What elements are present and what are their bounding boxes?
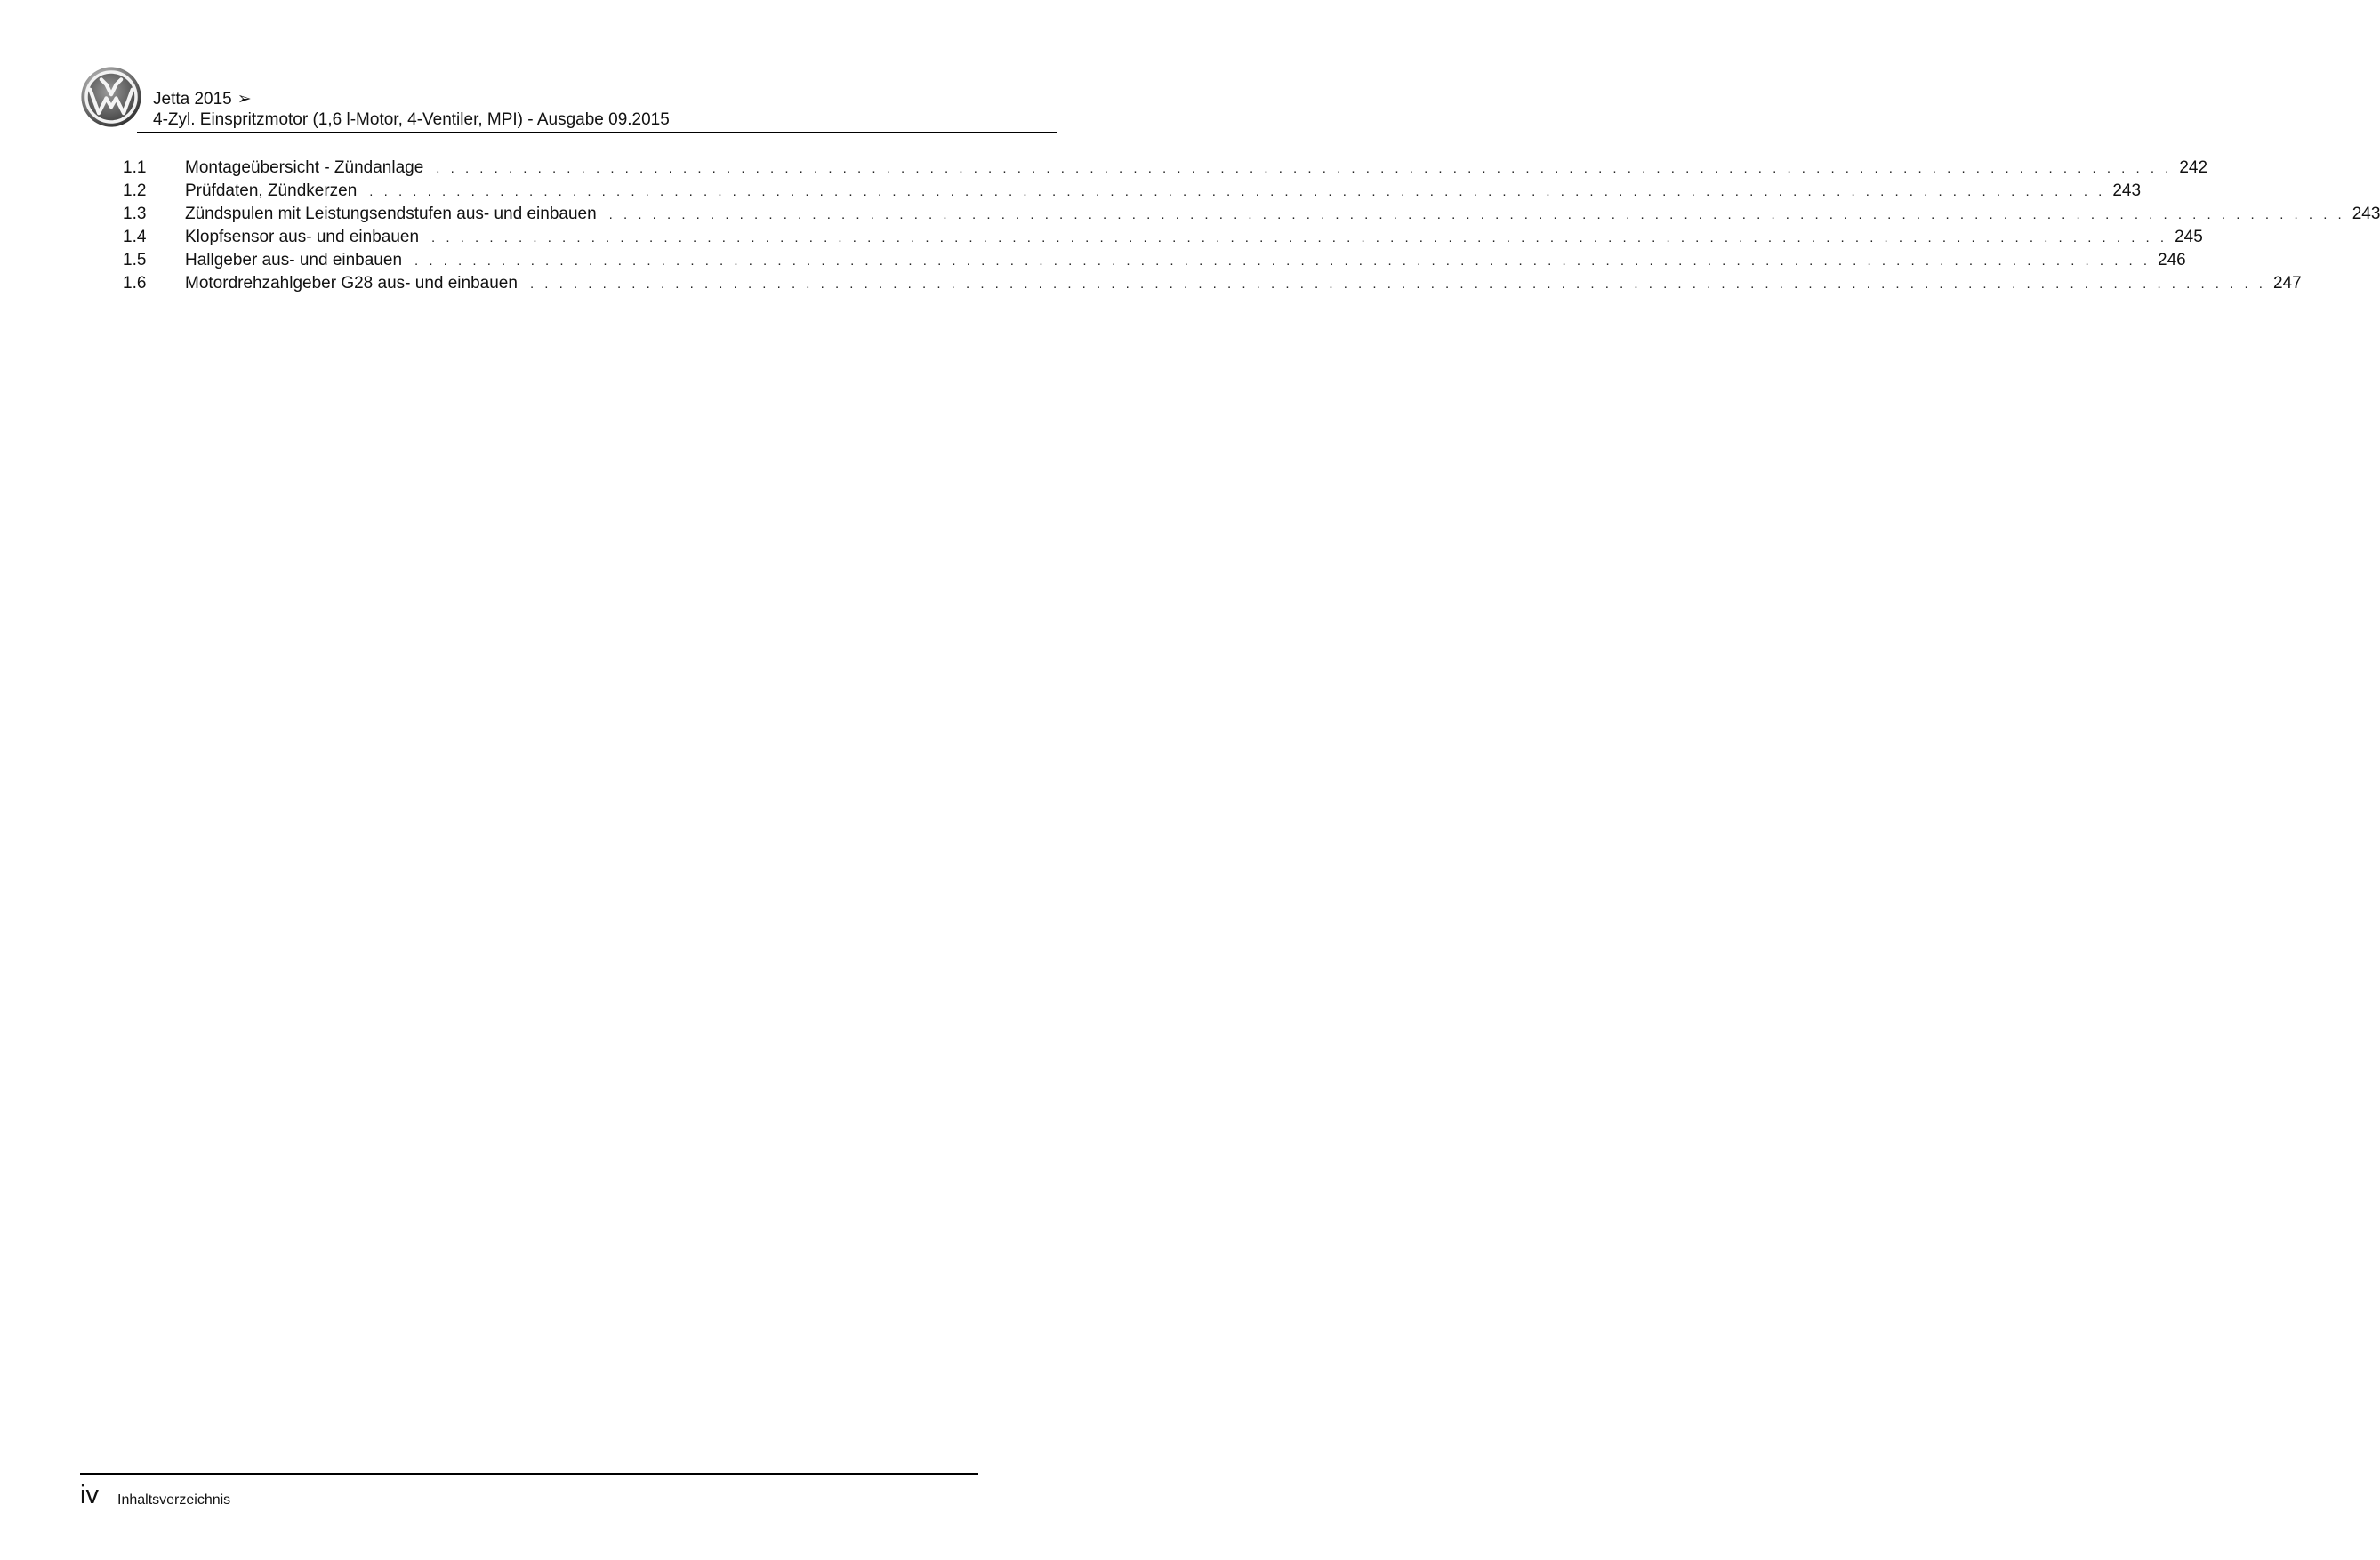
toc-entry-page: 245 xyxy=(2175,228,2203,246)
toc-entry-title: Zündspulen mit Leistungsendstufen aus- und einbauen xyxy=(185,205,597,223)
toc-entry-body xyxy=(185,180,2142,204)
toc-entry-body xyxy=(185,157,2208,181)
header-subtitle: 4-Zyl. Einspritzmotor (1,6 l-Motor, 4-Ventiler, MPI) - Ausgabe 09.2015 xyxy=(153,110,670,129)
header-model: Jetta 2015 xyxy=(153,90,232,109)
footer-divider xyxy=(80,1473,978,1475)
header-model-line xyxy=(153,89,670,109)
arrow-right-icon: ➢ xyxy=(237,90,252,109)
toc-entry-body xyxy=(185,249,2186,273)
toc-entry-page: 242 xyxy=(2179,158,2208,177)
toc-entry-body xyxy=(185,226,2203,250)
toc-dot-leader: . . . . . . . . . . . . . . . . . . . . . . . . . . . . . . . . . . . . . . . . . . . . . . . . . . . . . . . . . . . . . . . . . . . . . . . . . . . . . . . . . . . . . . . . . . . . . . . . . . . . . . . . . . . . . . . . . . . . . . . . xyxy=(431,230,2168,245)
toc-entry[interactable] xyxy=(123,157,2208,180)
toc-dot-leader: . . . . . . . . . . . . . . . . . . . . . . . . . . . . . . . . . . . . . . . . . . . . . . . . . . . . . . . . . . . . . . . . . . . . . . . . . . . . . . . . . . . . . . . . . . . . . . . . . . . . . . . . . . . . . . . . . . . . . . . . xyxy=(414,253,2151,269)
vw-logo-icon xyxy=(80,66,142,128)
toc-entry-title: Klopfsensor aus- und einbauen xyxy=(185,228,420,246)
toc-entry-page: 247 xyxy=(2272,274,2302,293)
toc-dot-leader: . . . . . . . . . . . . . . . . . . . . . . . . . . . . . . . . . . . . . . . . . . . . . . . . . . . . . . . . . . . . . . . . . . . . . . . . . . . . . . . . . . . . . . . . . . . . . . . . . . . . . . . . . . . . . . . . . . . . . . . . xyxy=(608,207,2345,222)
toc-entry-title: Prüfdaten, Zündkerzen xyxy=(185,181,358,200)
toc-entry[interactable] xyxy=(123,180,2142,203)
toc-entry-page: 243 xyxy=(2112,181,2142,200)
page-header xyxy=(80,64,978,135)
toc-entry-number: 1.4 xyxy=(123,228,147,246)
toc-entry[interactable] xyxy=(123,226,2203,249)
toc-entry-title: Motordrehzahlgeber G28 aus- und einbauen xyxy=(185,274,518,293)
toc-entry[interactable] xyxy=(123,203,2380,226)
toc-entry[interactable] xyxy=(123,249,2186,272)
toc-entry-number: 1.6 xyxy=(123,274,147,293)
toc-dot-leader: . . . . . . . . . . . . . . . . . . . . . . . . . . . . . . . . . . . . . . . . . . . . . . . . . . . . . . . . . . . . . . . . . . . . . . . . . . . . . . . . . . . . . . . . . . . . . . . . . . . . . . . . . . . . . . . . . . . . . . . . xyxy=(369,184,2106,199)
toc-dot-leader: . . . . . . . . . . . . . . . . . . . . . . . . . . . . . . . . . . . . . . . . . . . . . . . . . . . . . . . . . . . . . . . . . . . . . . . . . . . . . . . . . . . . . . . . . . . . . . . . . . . . . . . . . . . . . . . . . . . . . . . . xyxy=(529,277,2266,292)
toc-entry-body xyxy=(185,203,2380,227)
toc-entry-number: 1.2 xyxy=(123,181,147,200)
toc-entry-title: Hallgeber aus- und einbauen xyxy=(185,251,403,269)
toc-entry-number: 1.3 xyxy=(123,205,147,223)
table-of-contents xyxy=(123,157,2380,295)
toc-entry-page: 243 xyxy=(2352,205,2380,223)
footer-page-number: iv xyxy=(80,1481,99,1509)
toc-entry-page: 246 xyxy=(2158,251,2186,269)
header-text xyxy=(153,89,670,130)
header-divider xyxy=(137,132,1057,133)
toc-entry[interactable] xyxy=(123,272,2302,295)
footer-section-label: Inhaltsverzeichnis xyxy=(117,1492,231,1508)
toc-entry-number: 1.1 xyxy=(123,158,147,177)
toc-entry-body xyxy=(185,272,2302,296)
toc-dot-leader: . . . . . . . . . . . . . . . . . . . . . . . . . . . . . . . . . . . . . . . . . . . . . . . . . . . . . . . . . . . . . . . . . . . . . . . . . . . . . . . . . . . . . . . . . . . . . . . . . . . . . . . . . . . . . . . . . . . . . . . . xyxy=(436,161,2173,176)
toc-entry-number: 1.5 xyxy=(123,251,147,269)
toc-entry-title: Montageübersicht - Zündanlage xyxy=(185,158,424,177)
